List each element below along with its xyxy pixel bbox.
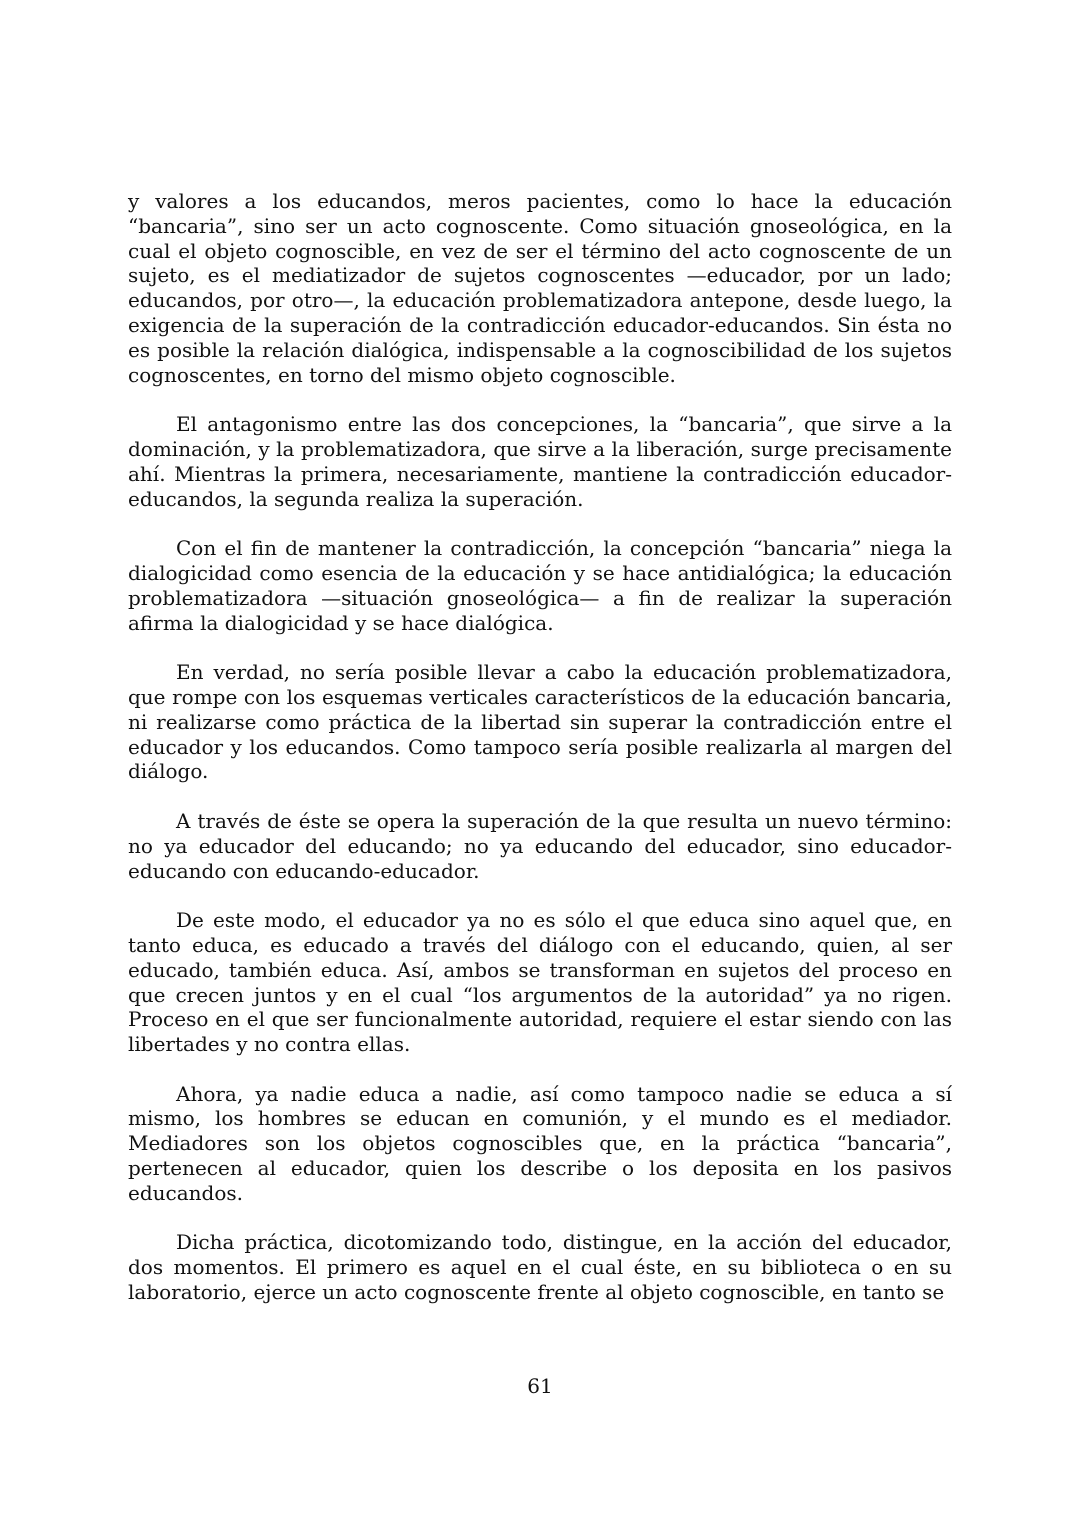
paragraph-dialogue: En verdad, no sería posible llevar a cabo la educación problematizadora, que rompe con los esquemas verticales característicos de la educación bancaria, ni realizarse como práctica de la libertad sin superar la contradicción entre el educador y los educandos. Como tampoco sería posible realizarla al margen del diálogo. (128, 660, 952, 784)
paragraph-superation: A través de éste se opera la superación de la que resulta un nuevo término: no ya educador del educando; no ya educando del educador, sino educador-educando con educando-educador. (128, 808, 952, 883)
page-number: 61 (527, 1374, 553, 1398)
paragraph-contradiction: Con el fin de mantener la contradicción, la concepción “bancaria” niega la dialogicidad como esencia de la educación y se hace antidialógica; la educación problematizadora —situación gnoseológica— a fin de realizar la superación afirma la dialogicidad y se hace dialógica. (128, 536, 952, 635)
body-text (128, 189, 952, 1305)
paragraph-dichotomy: Dicha práctica, dicotomizando todo, distingue, en la acción del educador, dos momentos. El primero es aquel en el cual éste, en su biblioteca o en su laboratorio, ejerce un acto cognoscente frente al objeto cognoscible, en tanto se (128, 1230, 952, 1305)
paragraph-communion: Ahora, ya nadie educa a nadie, así como tampoco nadie se educa a sí mismo, los hombres se educan en comunión, y el mundo es el mediador. Mediadores son los objetos cognoscibles que, en la práctica “bancaria”, pertenecen al educador, quien los describe o los deposita en los pasivos educandos. (128, 1081, 952, 1205)
paragraph-continuation: y valores a los educandos, meros pacientes, como lo hace la educación “bancaria”, sino ser un acto cognoscente. Como situación gnoseológica, en la cual el objeto cognoscible, en vez de ser el término del acto cognoscente de un sujeto, es el mediatizador de sujetos cognoscentes —educador, por un lado; educandos, por otro—, la educación problematizadora antepone, desde luego, la exigencia de la superación de la contradicción educador-educandos. Sin ésta no es posible la relación dialógica, indispensable a la cognoscibilidad de los sujetos cognoscentes, en torno del mismo objeto cognoscible. (128, 189, 952, 387)
paragraph-antagonism: El antagonismo entre las dos concepciones, la “bancaria”, que sirve a la dominación, y la problematizadora, que sirve a la liberación, surge precisamente ahí. Mientras la primera, necesariamente, mantiene la contradicción educador-educandos, la segunda realiza la superación. (128, 412, 952, 511)
paragraph-educator: De este modo, el educador ya no es sólo el que educa sino aquel que, en tanto educa, es educado a través del diálogo con el educando, quien, al ser educado, también educa. Así, ambos se transforman en sujetos del proceso en que crecen juntos y en el cual “los argumentos de la autoridad” ya no rigen. Proceso en el que ser funcionalmente autoridad, requiere el estar siendo con las libertades y no contra ellas. (128, 908, 952, 1057)
